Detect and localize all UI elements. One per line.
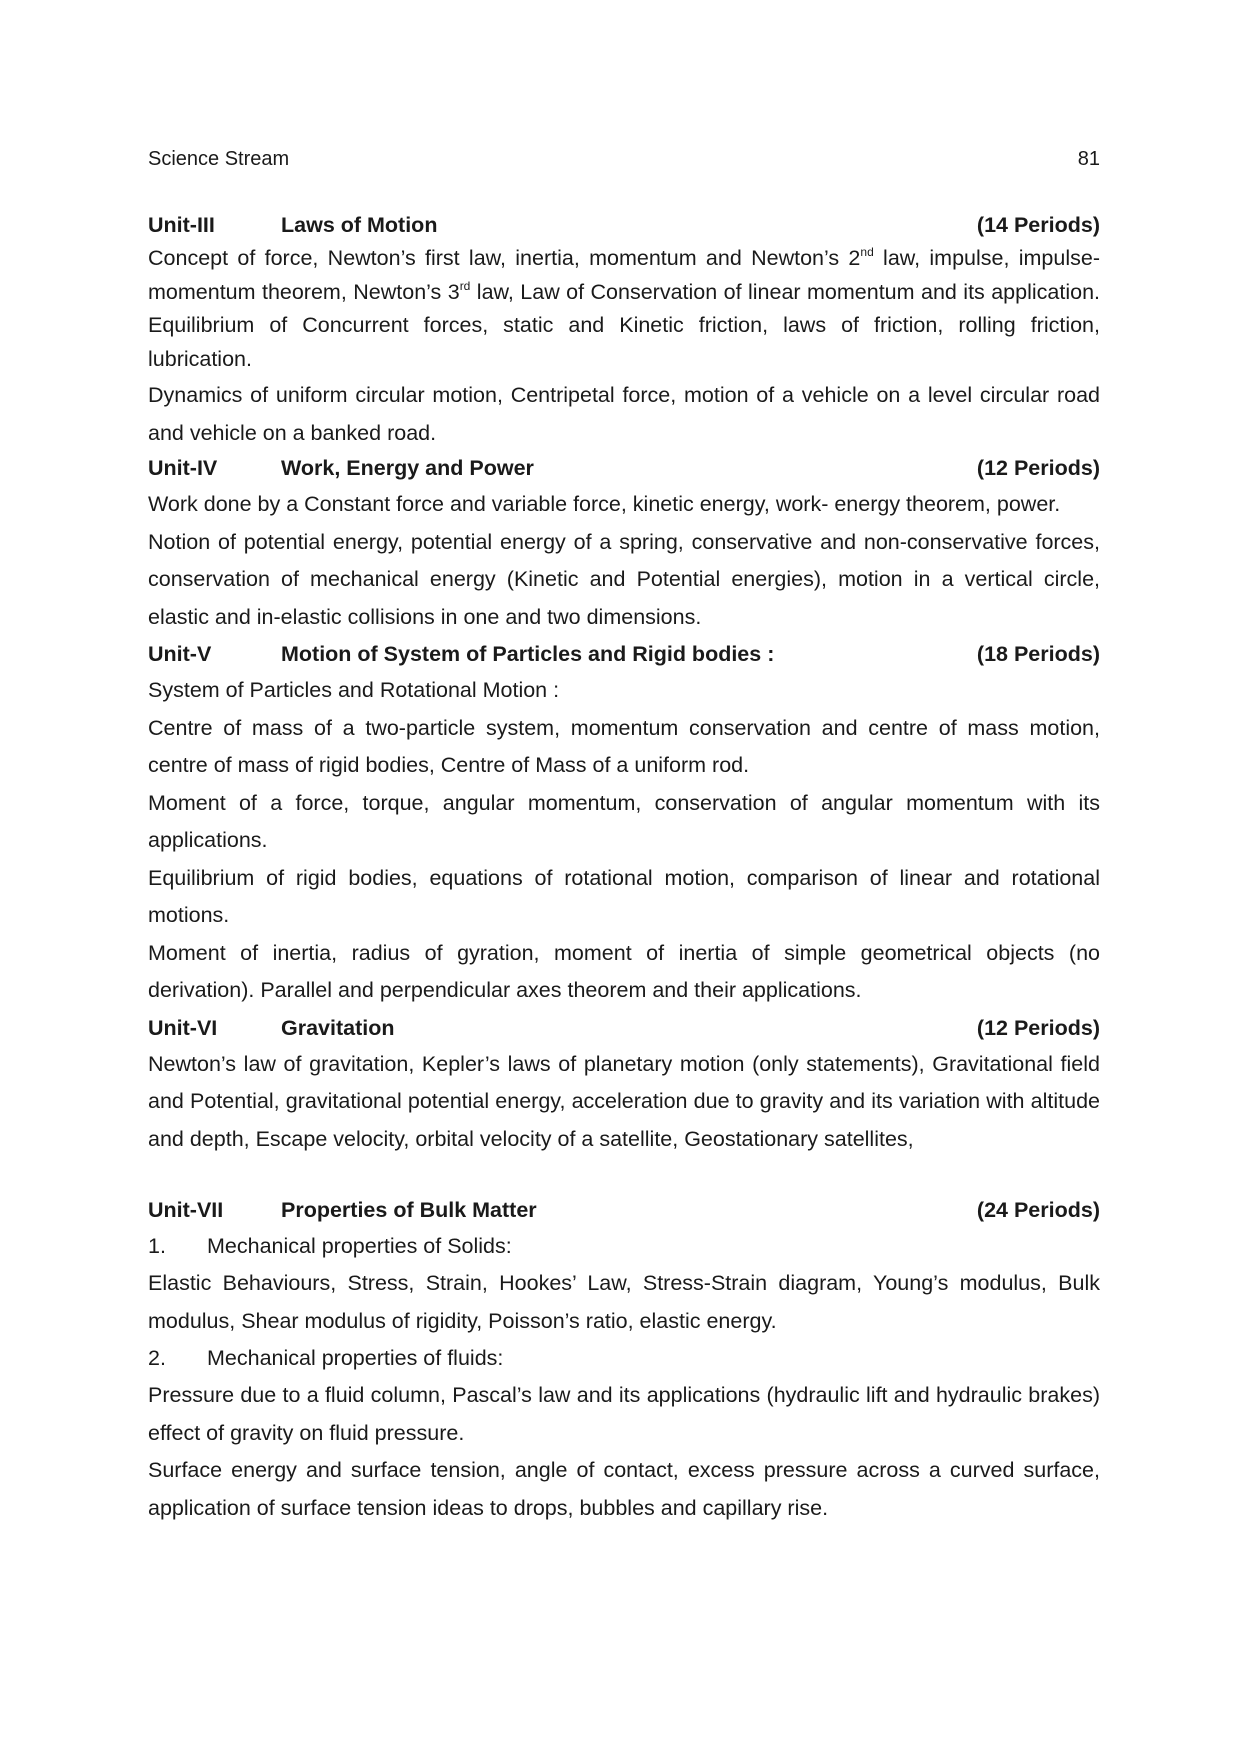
unit-paragraph: Moment of a force, torque, angular momentum, conservation of angular momentum with its applications. <box>148 790 1100 852</box>
item-number: 1. <box>148 1234 166 1258</box>
unit-title: Gravitation <box>281 1015 395 1040</box>
unit-paragraph: Pressure due to a fluid column, Pascal’s law and its applications (hydraulic lift and hydraulic brakes) effect of gravity on fluid pressure. <box>148 1383 1100 1445</box>
item-number: 2. <box>148 1346 166 1370</box>
unit-title: Laws of Motion <box>281 213 438 237</box>
unit-periods: (18 Periods) <box>976 642 1100 666</box>
superscript: nd <box>860 245 874 259</box>
unit-paragraph: Moment of inertia, radius of gyration, moment of inertia of simple geometrical objects (no derivation). Parallel and perpendicular axes theorem and their applications. <box>148 940 1100 1002</box>
unit-paragraph: Centre of mass of a two-particle system, momentum conservation and centre of mass motion, centre of mass of rigid bodies, Centre of Mass of a uniform rod. <box>148 715 1100 777</box>
unit-periods: (14 Periods) <box>976 213 1100 237</box>
unit-vi <box>148 1016 1100 1159</box>
unit-title: Work, Energy and Power <box>281 456 534 480</box>
syllabus-content <box>148 213 1100 1527</box>
unit-label: Unit-VII <box>148 1198 224 1222</box>
unit-vii <box>148 1198 1100 1527</box>
page-number: 81 <box>1077 148 1100 170</box>
unit-paragraph <box>148 242 1100 376</box>
unit-title: Properties of Bulk Matter <box>281 1198 537 1222</box>
unit-heading <box>148 1198 1100 1226</box>
unit-label: Unit-V <box>148 642 212 666</box>
unit-heading <box>148 213 1100 241</box>
item-text: Mechanical properties of Solids: <box>207 1234 512 1258</box>
unit-paragraph: Notion of potential energy, potential energy of a spring, conservative and non-conservative forces, conservation of mechanical energy (Kinetic and Potential energies), motion in a vertical circle, elastic and in-elastic collisions in one and two dimensions. <box>148 529 1100 629</box>
unit-paragraph: System of Particles and Rotational Motion : <box>148 678 560 702</box>
item-text: Mechanical properties of fluids: <box>207 1346 504 1370</box>
unit-heading <box>148 642 1100 670</box>
unit-heading <box>148 1016 1100 1044</box>
unit-periods: (12 Periods) <box>976 1015 1100 1040</box>
unit-paragraph: Surface energy and surface tension, angle of contact, excess pressure across a curved surface, application of surface tension ideas to drops, bubbles and capillary rise. <box>148 1458 1100 1520</box>
unit-paragraph: Work done by a Constant force and variable force, kinetic energy, work- energy theorem, power. <box>148 492 1061 516</box>
text-run: law, Law of Conservation of linear momentum and its application. Equilibrium of Concurrent forces, static and Kinetic friction, laws of friction, rolling friction, lubrication. <box>148 279 1100 371</box>
unit-heading <box>148 456 1100 484</box>
unit-periods: (24 Periods) <box>976 1198 1100 1222</box>
unit-label: Unit-IV <box>148 456 218 480</box>
numbered-item <box>148 1228 1100 1265</box>
unit-paragraph: Elastic Behaviours, Stress, Strain, Hookes’ Law, Stress-Strain diagram, Young’s modulus, Bulk modulus, Shear modulus of rigidity, Poisson’s ratio, elastic energy. <box>148 1271 1100 1333</box>
text-run: Concept of force, Newton’s first law, inertia, momentum and Newton’s 2 <box>148 246 861 270</box>
text-run: law, impulse, impulse-momentum theorem, Newton’s 3 <box>148 246 1100 304</box>
stream-name: Science Stream <box>148 148 290 170</box>
unit-iii <box>148 213 1100 452</box>
unit-paragraph: Equilibrium of rigid bodies, equations of rotational motion, comparison of linear and rotational motions. <box>148 865 1100 927</box>
unit-paragraph: Newton’s law of gravitation, Kepler’s laws of planetary motion (only statements), Gravitational field and Potential, gravitational potential energy, acceleration due to gravity and its variation with altitude and depth, Escape velocity, orbital velocity of a satellite, Geostationary satellites, <box>148 1051 1100 1151</box>
unit-periods: (12 Periods) <box>976 456 1100 480</box>
unit-iv <box>148 456 1100 636</box>
unit-paragraph: Dynamics of uniform circular motion, Centripetal force, motion of a vehicle on a level circular road and vehicle on a banked road. <box>148 383 1100 445</box>
unit-label: Unit-VI <box>148 1015 218 1040</box>
numbered-item <box>148 1340 1100 1377</box>
unit-v <box>148 642 1100 1010</box>
superscript: rd <box>459 278 471 293</box>
unit-title: Motion of System of Particles and Rigid bodies : <box>281 642 775 666</box>
unit-label: Unit-III <box>148 213 215 237</box>
page-header <box>148 148 1100 174</box>
